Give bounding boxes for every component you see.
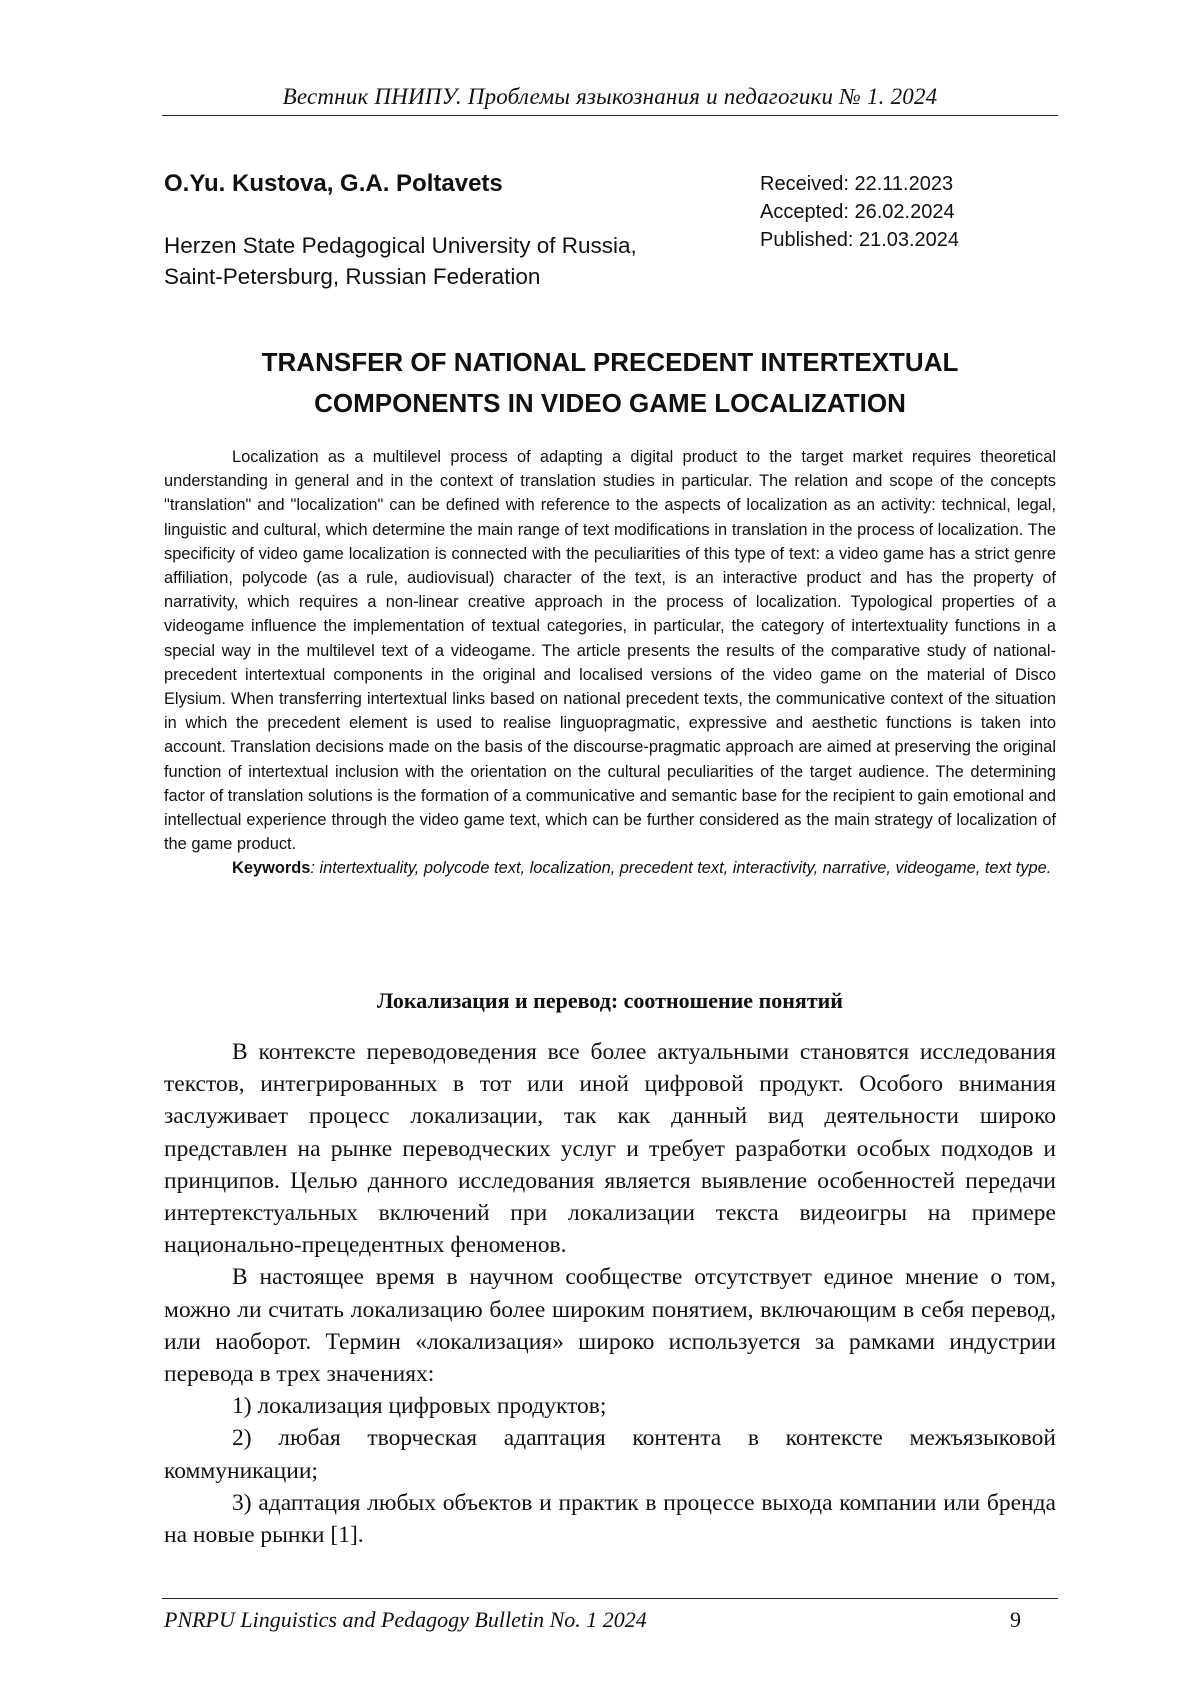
journal-page [0, 0, 1200, 1705]
received-date: Received: 22.11.2023 [760, 170, 959, 198]
title-line: TRANSFER OF NATIONAL PRECEDENT INTERTEXTUAL [162, 342, 1058, 383]
affiliation-line: Herzen State Pedagogical University of Russia, [164, 230, 704, 261]
abstract-text: Localization as a multilevel process of adapting a digital product to the target market requires theoretical understanding in general and in the context of translation studies in particular. The relation and scope of the concepts "translation" and "localization" can be defined with reference to the aspects of localization as an activity: technical, legal, linguistic and cultural, which determine the main range of text modifications in translation in the process of localization. The specificity of video game localization is connected with the peculiarities of this type of text: a video game has a strict genre affiliation, polycode (as a rule, audiovisual) character of the text, is an interactive product and has the property of narrativity, which requires a non-linear creative approach in the process of localization. Typological properties of a videogame influence the implementation of textual categories, in particular, the category of intertextuality functions in a special way in the multilevel text of a videogame. The article presents the results of the comparative study of national-precedent intertextual components in the original and localised versions of the video game on the material of Disco Elysium. When transferring intertextual links based on national precedent texts, the communicative context of the situation in which the precedent element is used to realise linguopragmatic, expressive and aesthetic functions is taken into account. Translation decisions made on the basis of the discourse-pragmatic approach are aimed at preserving the original function of intertextual inclusion with the orientation on the cultural peculiarities of the target audience. The determining factor of translation solutions is the formation of a communicative and semantic base for the recipient to gain emotional and intellectual experience through the video game text, which can be further considered as the main strategy of localization of the game product. [164, 445, 1056, 856]
affiliation [164, 230, 704, 292]
section-heading: Локализация и перевод: соотношение понятий [162, 988, 1058, 1014]
running-head: Вестник ПНИПУ. Проблемы языкознания и педагогики № 1. 2024 [162, 84, 1058, 110]
accepted-date: Accepted: 26.02.2024 [760, 198, 959, 226]
article-title [162, 342, 1058, 424]
header-rule [162, 115, 1058, 116]
list-item: 2) любая творческая адаптация контента в контексте межъязыковой коммуникации; [164, 1422, 1056, 1486]
article-dates [760, 170, 959, 254]
abstract [164, 445, 1056, 881]
keywords [164, 856, 1056, 880]
body-paragraph: В настоящее время в научном сообществе отсутствует единое мнение о том, можно ли считать локализацию более широким понятием, включающим в себя перевод, или наоборот. Термин «локализация» широко используется за рамками индустрии перевода в трех значениях: [164, 1261, 1056, 1390]
keywords-list: : intertextuality, polycode text, localization, precedent text, interactivity, narrative, videogame, text type. [310, 859, 1051, 877]
title-line: COMPONENTS IN VIDEO GAME LOCALIZATION [162, 383, 1058, 424]
affiliation-line: Saint-Petersburg, Russian Federation [164, 261, 704, 292]
list-item: 3) адаптация любых объектов и практик в процессе выхода компании или бренда на новые рынки [1]. [164, 1487, 1056, 1551]
footer-journal: PNRPU Linguistics and Pedagogy Bulletin No. 1 2024 [164, 1607, 647, 1633]
list-item: 1) локализация цифровых продуктов; [164, 1390, 1056, 1422]
page-number: 9 [1010, 1607, 1021, 1633]
footer-rule [162, 1598, 1058, 1599]
authors: O.Yu. Kustova, G.A. Poltavets [164, 170, 503, 198]
keywords-label: Keywords [232, 859, 310, 877]
published-date: Published: 21.03.2024 [760, 226, 959, 254]
body-paragraph: В контексте переводоведения все более актуальными становятся исследования текстов, интегрированных в тот или иной цифровой продукт. Особого внимания заслуживает процесс локализации, так как данный вид деятельности широко представлен на рынке переводческих услуг и требует разработки особых подходов и принципов. Целью данного исследования является выявление особенностей передачи интертекстуальных включений при локализации текста видеоигры на примере национально-прецедентных феноменов. [164, 1036, 1056, 1261]
body-text [164, 1036, 1056, 1551]
